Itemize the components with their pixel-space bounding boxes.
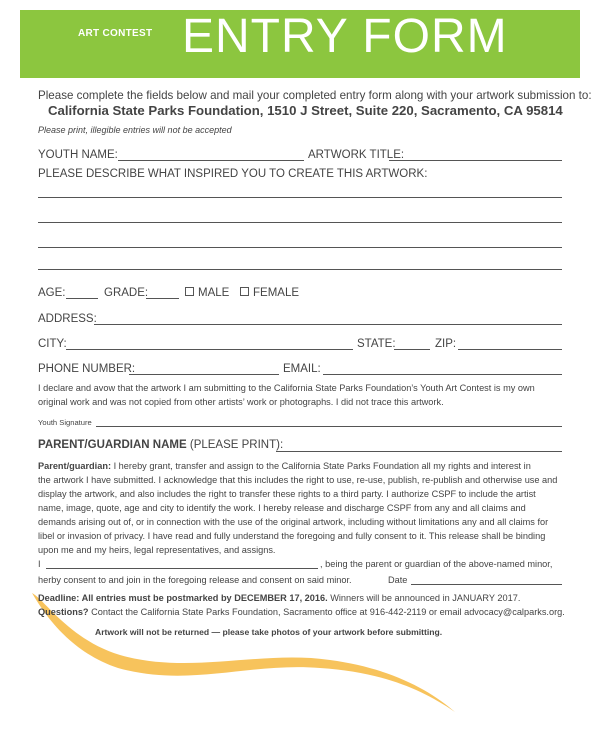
male-label: MALE [198, 287, 230, 299]
mailing-address: California State Parks Foundation, 1510 J Street, Suite 220, Sacramento, CA 95814 [48, 103, 563, 118]
date-label: Date [388, 575, 408, 585]
guardian-i-field[interactable] [46, 568, 318, 569]
grade-field[interactable] [146, 298, 179, 299]
grade-label: GRADE: [104, 287, 149, 299]
page-title: ENTRY FORM [182, 10, 508, 63]
guardian-text-6: upon me and my heirs, legal representatives, and assigns. [38, 545, 276, 555]
youth-name-field[interactable] [118, 160, 304, 161]
zip-field[interactable] [458, 349, 562, 350]
age-field[interactable] [66, 298, 98, 299]
guardian-text-3: name, image, quote, age and city to identify the work. I hereby release and discharge CSPF from any and all claims and [38, 503, 526, 513]
questions-rest: Contact the California State Parks Foundation, Sacramento office at 916-442-2119 or email advocacy@calparks.org. [88, 607, 565, 617]
describe-line-1[interactable] [38, 197, 562, 198]
female-checkbox[interactable] [240, 287, 249, 296]
city-label: CITY: [38, 338, 67, 350]
guardian-text-2: display the artwork, and also includes the right to transfer these rights to a third party. I authorize CSPF to include the artist [38, 489, 536, 499]
guardian-paragraph-line-1 [38, 459, 531, 473]
guardian-name-label [38, 439, 283, 451]
email-field[interactable] [323, 374, 562, 375]
phone-field[interactable] [129, 374, 279, 375]
deadline-rest: Winners will be announced in JANUARY 2017. [327, 593, 521, 603]
declaration-line-1: I declare and avow that the artwork I am submitting to the California State Parks Foundation’s Youth Art Contest is my own [38, 383, 535, 393]
zip-label: ZIP: [435, 338, 457, 350]
male-checkbox[interactable] [185, 287, 194, 296]
guardian-name-field[interactable] [276, 451, 562, 452]
artwork-title-label: ARTWORK TITLE: [308, 149, 405, 161]
artwork-title-field[interactable] [389, 160, 562, 161]
phone-label: PHONE NUMBER: [38, 363, 136, 375]
male-option[interactable] [185, 287, 229, 299]
female-label: FEMALE [253, 287, 300, 299]
address-label: ADDRESS: [38, 313, 97, 325]
questions-bold: Questions? [38, 607, 89, 617]
guardian-lead: Parent/guardian: [38, 461, 112, 471]
questions-text [38, 605, 565, 619]
date-field[interactable] [411, 584, 562, 585]
minor-text: , being the parent or guardian of the above-named minor, [320, 559, 553, 569]
not-returned-note: Artwork will not be returned — please take photos of your artwork before submitting. [95, 627, 443, 637]
describe-line-3[interactable] [38, 247, 562, 248]
intro-text: Please complete the fields below and mail your completed entry form along with your artwork submission to: [38, 89, 592, 102]
describe-label: PLEASE DESCRIBE WHAT INSPIRED YOU TO CREATE THIS ARTWORK: [38, 168, 428, 180]
state-field[interactable] [394, 349, 430, 350]
guardian-name-print: (PLEASE PRINT): [189, 439, 284, 451]
guardian-text-0: I hereby grant, transfer and assign to the California State Parks Foundation all my rights and interest in [113, 461, 531, 471]
female-option[interactable] [240, 287, 299, 299]
print-note: Please print, illegible entries will not be accepted [38, 125, 232, 135]
consent-text: herby consent to and join in the foregoing release and consent on said minor. [38, 575, 352, 585]
email-label: EMAIL: [283, 363, 321, 375]
declaration-line-2: original work and was not copied from other artists’ work or photographs. I did not trace this artwork. [38, 397, 444, 407]
address-field[interactable] [94, 324, 562, 325]
guardian-text-5: libel or invasion of privacy. I have read and fully understand the foregoing and fully consent to it. This release shall be binding [38, 531, 546, 541]
deadline-text [38, 591, 520, 605]
youth-signature-label: Youth Signature [38, 418, 92, 427]
guardian-text-1: the artwork I have submitted. I acknowledge that this includes the right to use, re-use, publish, re-publish and otherwise use and [38, 475, 558, 485]
youth-signature-field[interactable] [96, 426, 562, 427]
state-label: STATE: [357, 338, 396, 350]
art-contest-label: ART CONTEST [78, 28, 153, 39]
guardian-text-4: demands arising out of, or in connection with the use of the original artwork, including without limitations any and all claims for [38, 517, 549, 527]
i-label: I [38, 559, 41, 569]
deadline-bold: Deadline: All entries must be postmarked by DECEMBER 17, 2016. [38, 593, 328, 603]
city-field[interactable] [66, 349, 353, 350]
describe-line-4[interactable] [38, 269, 562, 270]
youth-name-label: YOUTH NAME: [38, 149, 118, 161]
guardian-name-heading: PARENT/GUARDIAN NAME [38, 439, 187, 451]
describe-line-2[interactable] [38, 222, 562, 223]
age-label: AGE: [38, 287, 66, 299]
